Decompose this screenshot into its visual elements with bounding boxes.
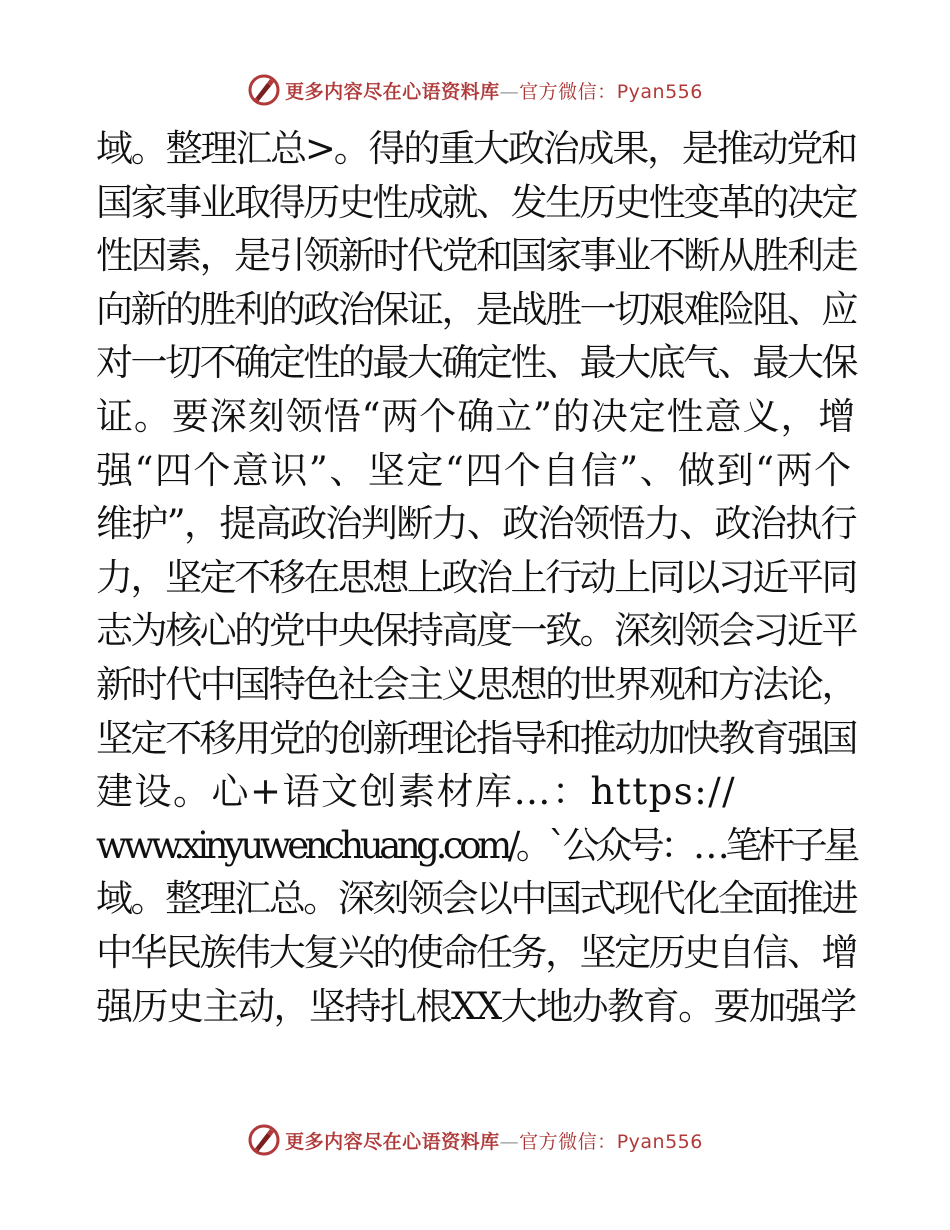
body-line: 证。要深刻领悟“两个确立”的决定性意义，增 bbox=[96, 394, 857, 438]
body-line: 维护”，提高政治判断力、政治领悟力、政治执行 bbox=[96, 502, 856, 546]
body-line: 对一切不确定性的最大确定性、最大底气、最大保 bbox=[96, 341, 856, 385]
body-line: 国家事业取得历史性成就、发生历史性变革的决定 bbox=[96, 180, 856, 224]
header-brand-text: 更多内容尽在心语资料库 bbox=[285, 80, 500, 103]
body-line: 力，坚定不移在思想上政治上行动上同以习近平同 bbox=[96, 555, 856, 599]
footer-brand-text: 更多内容尽在心语资料库 bbox=[285, 1130, 500, 1153]
pen-logo-icon bbox=[247, 1123, 281, 1157]
body-line: 新时代中国特色社会主义思想的世界观和方法论， bbox=[96, 662, 856, 706]
footer-official-label: 官方微信： bbox=[519, 1130, 617, 1153]
body-line: 域。整理汇总。深刻领会以中国式现代化全面推进 bbox=[96, 877, 856, 921]
document-body bbox=[96, 122, 856, 1033]
header-wechat-id: Pyan556 bbox=[616, 80, 703, 103]
body-line: 强历史主动，坚持扎根XX大地办教育。要加强学 bbox=[96, 984, 856, 1028]
body-line: 向新的胜利的政治保证，是战胜一切艰难险阻、应 bbox=[96, 287, 856, 331]
footer-wechat-id: Pyan556 bbox=[616, 1130, 703, 1153]
body-line: 中华民族伟大复兴的使命任务，坚定历史自信、增 bbox=[96, 930, 856, 974]
footer-banner bbox=[0, 1120, 950, 1160]
body-line: 强“四个意识”、坚定“四个自信”、做到“两个 bbox=[96, 448, 853, 492]
body-line: 建设。心+语文创素材库…：https:// bbox=[96, 770, 737, 814]
footer-separator: — bbox=[499, 1130, 520, 1153]
pen-logo-icon bbox=[247, 73, 281, 107]
body-line: 坚定不移用党的创新理论指导和推动加快教育强国 bbox=[96, 716, 856, 760]
footer-banner-text bbox=[285, 1127, 703, 1154]
header-official-label: 官方微信： bbox=[519, 80, 617, 103]
body-line-url: www.xinyuwenchuang.com/。`公众号：…笔杆子星 bbox=[96, 823, 856, 867]
header-separator: — bbox=[499, 80, 520, 103]
header-banner bbox=[0, 70, 950, 110]
header-banner-text bbox=[285, 77, 703, 104]
body-line: 域。整理汇总>。得的重大政治成果，是推动党和 bbox=[96, 127, 857, 170]
body-line: 志为核心的党中央保持高度一致。深刻领会习近平 bbox=[96, 609, 856, 653]
body-line: 性因素，是引领新时代党和国家事业不断从胜利走 bbox=[96, 234, 856, 278]
